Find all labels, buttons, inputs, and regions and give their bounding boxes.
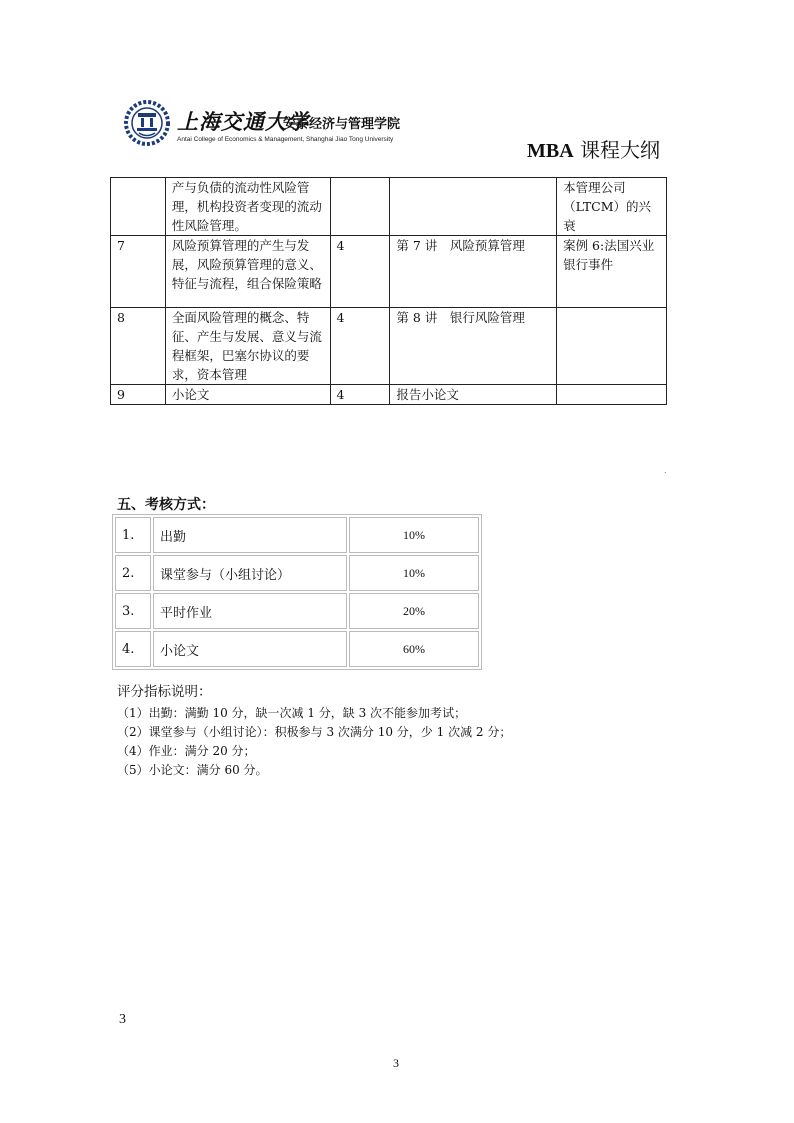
criteria-list	[117, 704, 511, 780]
lecture-cell: 报告小论文	[390, 385, 557, 405]
case-cell	[557, 308, 667, 385]
hours-cell: 4	[330, 308, 390, 385]
assessment-number: 1.	[115, 517, 151, 553]
sjtu-emblem-icon	[124, 100, 170, 146]
lecture-cell	[390, 178, 557, 236]
hours-cell: 4	[330, 385, 390, 405]
document-title	[527, 134, 660, 163]
assessment-weight: 60%	[349, 631, 479, 667]
content-cell: 风险预算管理的产生与发展，风险预算管理的意义、特征与流程，组合保险策略	[165, 236, 330, 308]
assessment-weight: 10%	[349, 517, 479, 553]
table-row	[115, 593, 479, 629]
content-cell: 全面风险管理的概念、特征、产生与发展、意义与流程框架，巴塞尔协议的要求，资本管理	[165, 308, 330, 385]
case-cell: 本管理公司（LTCM）的兴衰	[557, 178, 667, 236]
week-cell: 9	[111, 385, 166, 405]
page-number: 3	[393, 1056, 399, 1070]
university-name: 上海交通大学	[177, 109, 309, 134]
table-row	[111, 236, 667, 308]
lecture-cell: 第 7 讲 风险预算管理	[390, 236, 557, 308]
assessment-item: 平时作业	[153, 593, 347, 629]
stray-marker: .	[664, 466, 667, 475]
week-cell: 7	[111, 236, 166, 308]
assessment-section-title: 五、考核方式：	[117, 497, 215, 513]
case-cell: 案例 6:法国兴业银行事件	[557, 236, 667, 308]
week-cell	[111, 178, 166, 236]
document-title-mba: MBA	[527, 140, 574, 162]
content-cell: 小论文	[165, 385, 330, 405]
school-name: 安泰经济与管理学院	[283, 117, 401, 132]
assessment-table	[112, 514, 482, 670]
page-number-left: 3	[119, 1012, 126, 1027]
assessment-item: 出勤	[153, 517, 347, 553]
list-item: （2）课堂参与（小组讨论）：积极参与 3 次满分 10 分，少 1 次减 2 分；	[117, 725, 512, 739]
table-row	[115, 631, 479, 667]
criteria-title: 评分指标说明：	[117, 684, 212, 700]
list-item: （1）出勤：满勤 10 分，缺一次减 1 分，缺 3 次不能参加考试；	[117, 706, 467, 720]
school-name-english: Antai College of Economics & Management, Shanghai Jiao Tong University	[177, 136, 394, 143]
assessment-weight: 10%	[349, 555, 479, 591]
document-title-rest: 课程大纲	[573, 138, 661, 162]
assessment-item: 小论文	[153, 631, 347, 667]
lecture-cell: 第 8 讲 银行风险管理	[390, 308, 557, 385]
table-row	[111, 385, 667, 405]
case-cell	[557, 385, 667, 405]
assessment-number: 3.	[115, 593, 151, 629]
table-row	[115, 555, 479, 591]
list-item: （4）作业：满分 20 分；	[117, 744, 256, 758]
assessment-number: 2.	[115, 555, 151, 591]
table-row	[111, 178, 667, 236]
assessment-item: 课堂参与（小组讨论）	[153, 555, 347, 591]
assessment-weight: 20%	[349, 593, 479, 629]
week-cell: 8	[111, 308, 166, 385]
assessment-number: 4.	[115, 631, 151, 667]
content-cell: 产与负债的流动性风险管理，机构投资者变现的流动性风险管理。	[165, 178, 330, 236]
table-row	[115, 517, 479, 553]
list-item: （5）小论文：满分 60 分。	[117, 763, 268, 777]
hours-cell	[330, 178, 390, 236]
table-row	[111, 308, 667, 385]
schedule-table	[110, 177, 667, 405]
hours-cell: 4	[330, 236, 390, 308]
